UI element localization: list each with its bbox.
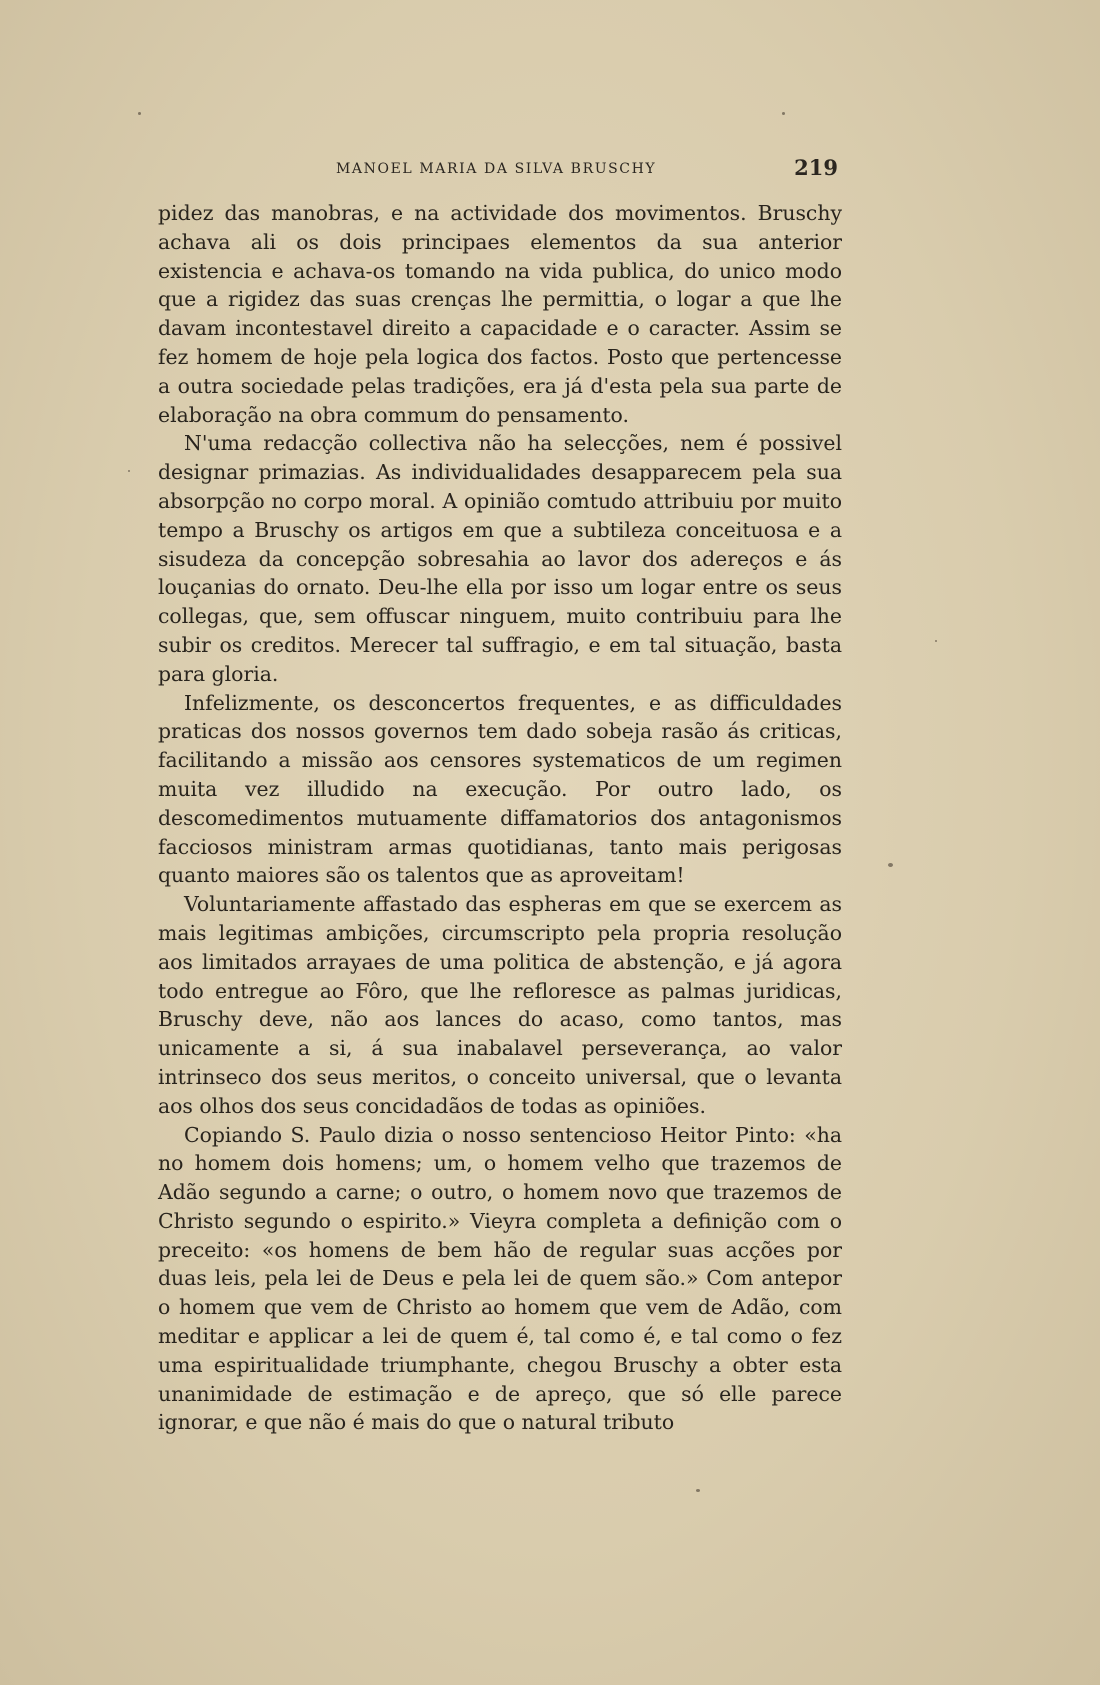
paragraph: Infelizmente, os desconcertos frequentes, e as difficuldades praticas dos nossos governos tem dado sobeja rasão ás criticas, facilitando a missão aos censores systematicos de um regimen muita vez illudido na execução. Por outro lado, os descomedimentos mutuamente diffamatorios dos antagonismos facciosos ministram armas quotidianas, tanto mais perigosas quanto maiores são os talentos que as aproveitam! <box>158 690 842 888</box>
paper-speck <box>128 470 130 472</box>
paragraph: N'uma redacção collectiva não ha selecções, nem é possivel designar primazias. As individualidades desapparecem pela sua absorpção no corpo moral. A opinião comtudo attribuiu por muito tempo a Bruschy os artigos em que a subtileza conceituosa e a sisudeza da concepção sobresahia ao lavor dos adereços e ás louçanias do ornato. Deu-lhe ella por isso um logar entre os seus collegas, que, sem offuscar ninguem, muito contribuiu para lhe subir os creditos. Merecer tal suffragio, e em tal situação, basta para gloria. <box>158 431 842 686</box>
paper-speck <box>696 1489 700 1492</box>
paragraph-continued: pidez das manobras, e na actividade dos movimentos. Bruschy achava ali os dois principaes elementos da sua anterior existencia e achava-os tomando na vida publica, do unico modo que a rigidez das suas crenças lhe permittia, o logar a que lhe davam incontestavel direito a capacidade e o caracter. Assim se fez homem de hoje pela logica dos factos. Posto que pertencesse a outra sociedade pelas tradições, era já d'esta pela sua parte de elaboração na obra commum do pensamento. <box>158 201 842 427</box>
paragraph: Voluntariamente affastado das espheras em que se exercem as mais legitimas ambições, circumscripto pela propria resolução aos limitados arrayaes de uma politica de abstenção, e já agora todo entregue ao Fôro, que lhe refloresce as palmas juridicas, Bruschy deve, não aos lances do acaso, como tantos, mas unicamente a si, á sua inabalavel perseverança, ao valor intrinseco dos seus meritos, o conceito universal, que o levanta aos olhos dos seus concidadãos de todas as opiniões. <box>158 892 842 1118</box>
paragraph: Copiando S. Paulo dizia o nosso sentencioso Heitor Pinto: «ha no homem dois homens; um, o homem velho que trazemos de Adão segundo a carne; o outro, o homem novo que trazemos de Christo segundo o espirito.» Vieyra completa a definição com o preceito: «os homens de bem hão de regular suas acções por duas leis, pela lei de Deus e pela lei de quem são.» Com antepor o homem que vem de Christo ao homem que vem de Adão, com meditar e applicar a lei de quem é, tal como é, e tal como o fez uma espiritualidade triumphante, chegou Bruschy a obter esta unanimidade de estimação e de apreço, que só elle parece ignorar, e que não é mais do que o natural tributo <box>158 1122 842 1435</box>
paper-speck <box>782 112 785 115</box>
paper-speck <box>935 640 937 642</box>
paper-speck <box>888 863 893 867</box>
running-title: MANOEL MARIA DA SILVA BRUSCHY <box>336 161 657 177</box>
paper-speck <box>138 112 141 115</box>
running-head <box>158 157 846 185</box>
page-number: 219 <box>794 155 838 180</box>
body-text <box>158 199 842 1437</box>
